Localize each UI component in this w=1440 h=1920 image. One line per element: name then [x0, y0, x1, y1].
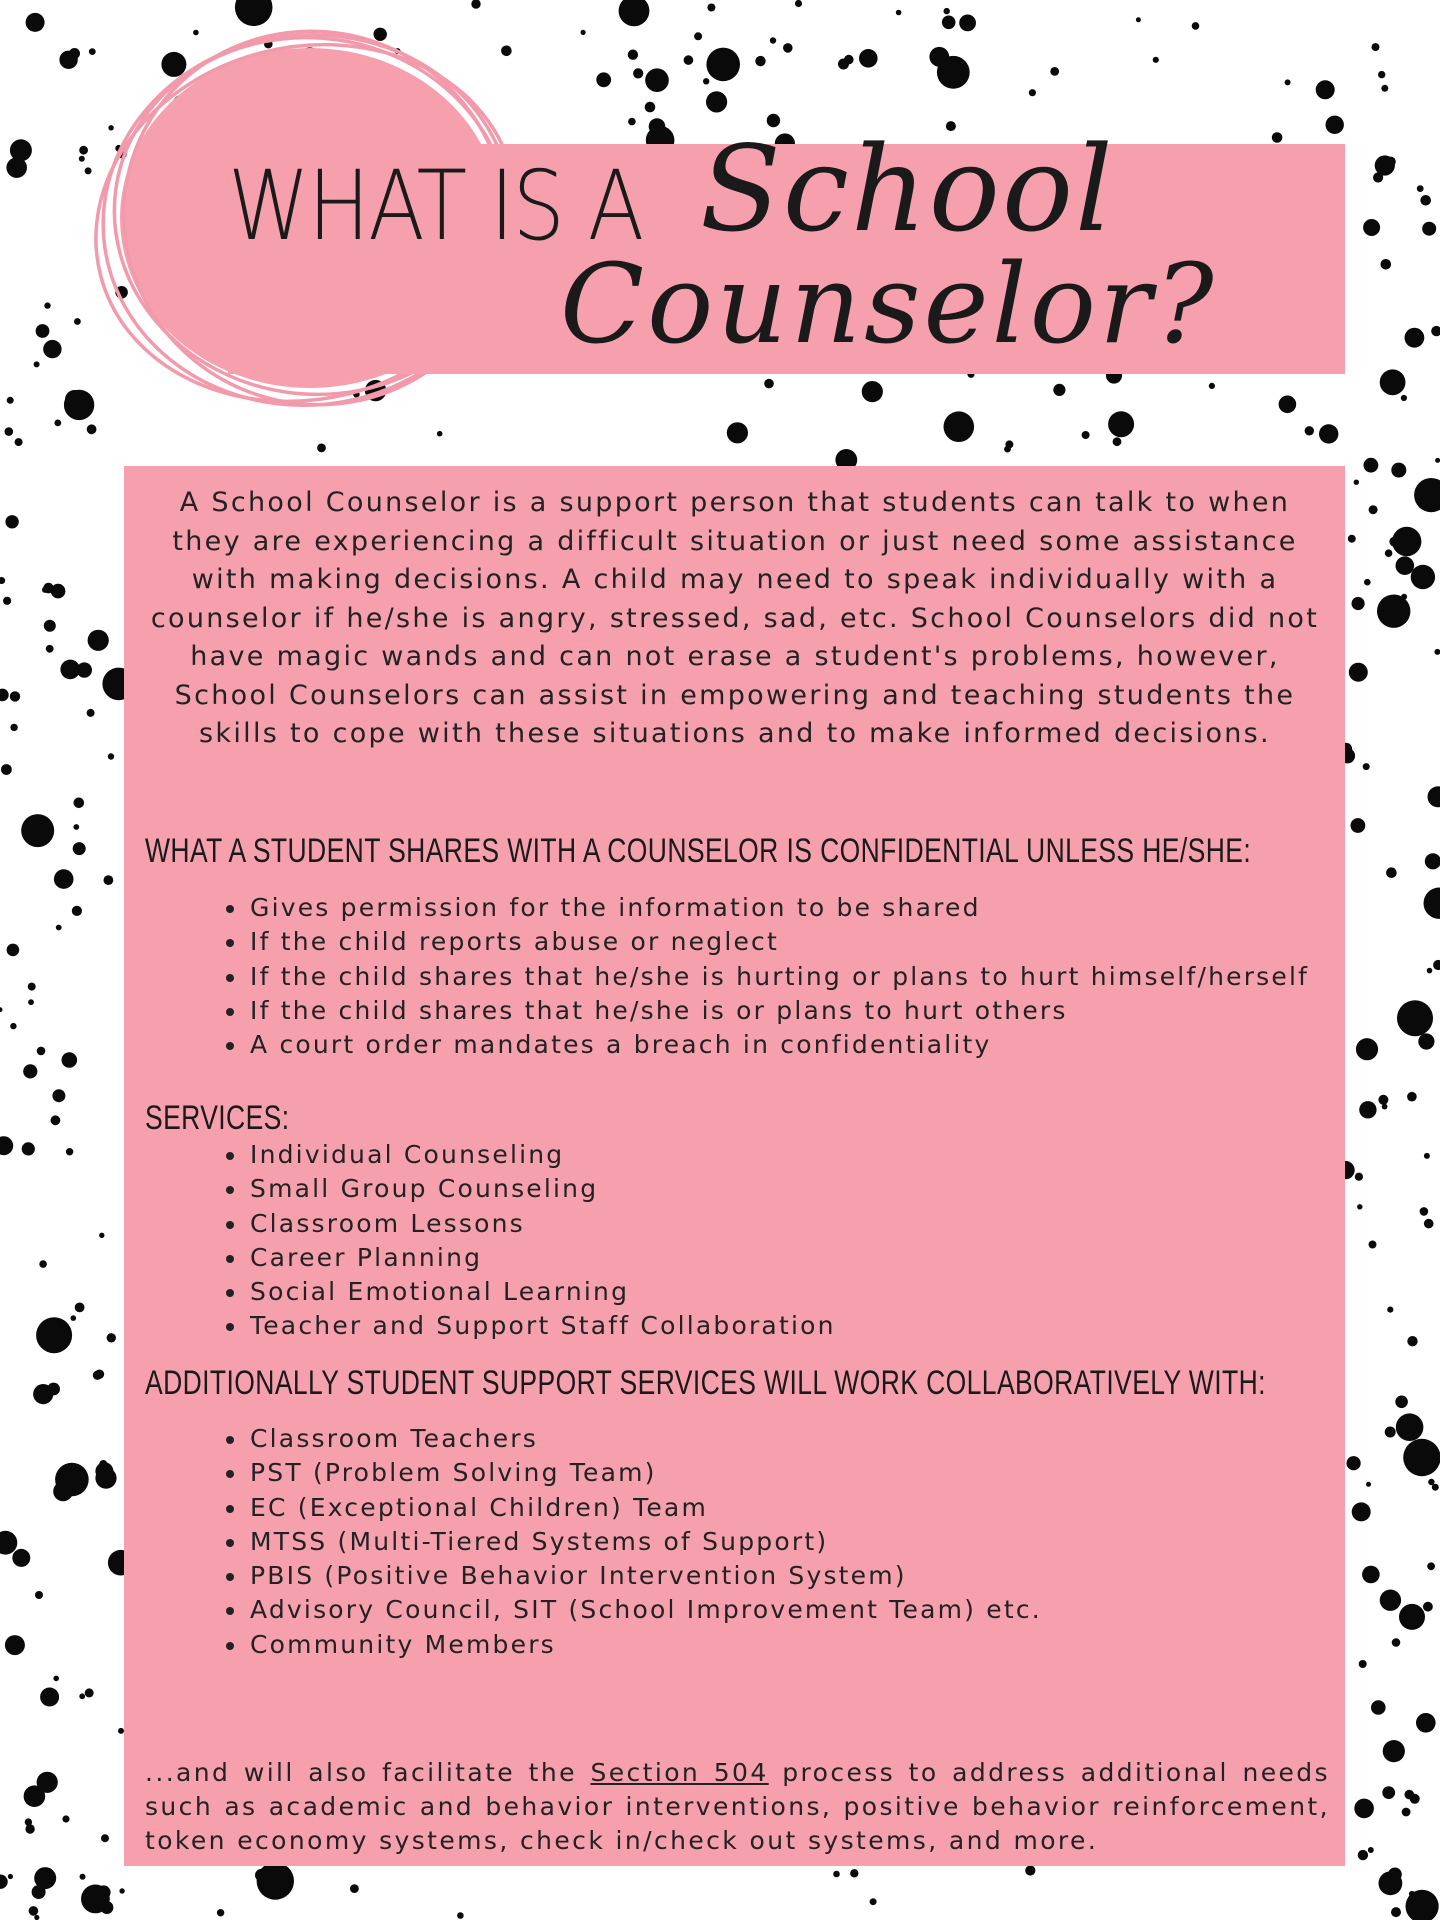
polka-dot	[1355, 1173, 1363, 1181]
polka-dot	[107, 1333, 116, 1342]
polka-dot	[1395, 1396, 1408, 1409]
polka-dot	[73, 824, 79, 830]
polka-dot	[99, 1233, 104, 1238]
polka-dot	[1319, 424, 1338, 443]
polka-dot	[1029, 89, 1036, 96]
polka-dot	[727, 422, 748, 443]
polka-dot	[1385, 1427, 1396, 1438]
polka-dot	[1305, 426, 1314, 435]
polka-dot	[52, 1089, 65, 1102]
polka-dot	[255, 1869, 268, 1882]
polka-dot	[40, 1688, 59, 1707]
polka-dot	[85, 1688, 94, 1697]
polka-dot	[1435, 458, 1440, 463]
polka-dot	[645, 68, 669, 92]
polka-dot	[1401, 395, 1407, 401]
polka-dot	[1357, 1204, 1362, 1209]
polka-dot	[54, 420, 61, 427]
polka-dot	[317, 444, 326, 453]
section-504-link[interactable]: Section 504	[590, 1758, 769, 1787]
polka-dot	[60, 660, 80, 680]
polka-dot	[56, 925, 62, 931]
polka-dot	[25, 1818, 32, 1825]
polka-dot	[1192, 22, 1200, 30]
polka-dot	[1411, 565, 1435, 589]
polka-dot	[870, 1898, 877, 1905]
polka-dot	[1387, 1307, 1393, 1313]
polka-dot	[1108, 411, 1134, 437]
polka-dot	[1433, 960, 1440, 970]
polka-dot	[1352, 1502, 1371, 1521]
polka-dot	[1431, 326, 1440, 336]
polka-dot	[1423, 1602, 1433, 1612]
intro-paragraph: A School Counselor is a support person that students can talk to when they are experiencing a difficult situation or just need some assistance with making decisions. A child may need to speak individually with a counselor if he/she is angry, stressed, sad, etc. School Counselors did not have magic wands and can not erase a student's problems, however, School Counselors can assist in empowering and teaching students the skills to cope with these situations and to make informed decisions.	[150, 487, 1320, 749]
polka-dot	[1025, 1865, 1035, 1875]
polka-dot	[101, 1834, 109, 1842]
polka-dot	[1354, 1799, 1374, 1819]
polka-dot	[1399, 1604, 1425, 1630]
polka-dot	[62, 1815, 69, 1822]
polka-dot	[1427, 968, 1433, 974]
polka-dot	[1369, 505, 1378, 514]
polka-dot	[1428, 786, 1440, 807]
list-item: If the child shares that he/she is hurting or plans to hurt himself/herself	[220, 960, 1309, 994]
list-item: If the child shares that he/she is or plans to hurt others	[220, 994, 1309, 1028]
polka-dot	[1420, 195, 1431, 206]
list-item: Community Members	[220, 1628, 1042, 1662]
polka-dot	[24, 1785, 46, 1807]
title-what-is-a: WHAT IS A	[228, 150, 643, 262]
polka-dot	[838, 59, 849, 70]
polka-dot	[1, 764, 12, 775]
polka-dot	[707, 4, 715, 12]
polka-dot	[1359, 1101, 1376, 1118]
polka-dot	[850, 1869, 858, 1877]
confidential-list	[220, 891, 1309, 1062]
polka-dot	[1349, 663, 1368, 682]
polka-dot	[5, 515, 18, 528]
polka-dot	[1386, 157, 1396, 167]
polka-dot	[87, 709, 95, 717]
polka-dot	[1405, 328, 1425, 348]
polka-dot	[1352, 597, 1365, 610]
polka-dot	[596, 72, 611, 87]
polka-dot	[1422, 222, 1436, 236]
polka-dot	[1153, 57, 1159, 63]
polka-dot	[1380, 369, 1406, 395]
polka-dot	[1407, 1092, 1417, 1102]
polka-dot	[34, 1867, 56, 1889]
polka-dot	[706, 48, 740, 82]
polka-dot	[35, 1591, 43, 1599]
list-item: PST (Problem Solving Team)	[220, 1456, 1042, 1490]
polka-dot	[0, 577, 5, 584]
polka-dot	[1113, 437, 1122, 446]
list-item: Career Planning	[220, 1241, 836, 1275]
polka-dot	[39, 1260, 47, 1268]
polka-dot	[1388, 1868, 1402, 1882]
polka-dot	[66, 1148, 73, 1155]
polka-dot	[26, 13, 45, 32]
polka-dot	[72, 906, 82, 916]
polka-dot	[79, 1693, 85, 1699]
collaboration-heading: ADDITIONALLY STUDENT SUPPORT SERVICES WILL WORK COLLABORATIVELY WITH:	[145, 1364, 1266, 1402]
polka-dot	[1347, 1456, 1361, 1470]
polka-dot	[10, 691, 20, 701]
list-item: EC (Exceptional Children) Team	[220, 1491, 1042, 1525]
polka-dot	[1414, 478, 1440, 512]
polka-dot	[1209, 383, 1215, 389]
polka-dot	[1391, 463, 1406, 478]
polka-dot	[5, 427, 14, 436]
polka-dot	[1364, 579, 1371, 586]
polka-dot	[21, 814, 54, 847]
polka-dot	[80, 1874, 86, 1880]
title-counselor: Counselor?	[560, 240, 1217, 368]
list-item: If the child reports abuse or neglect	[220, 925, 1309, 959]
polka-dot	[3, 597, 11, 605]
polka-dot	[0, 689, 9, 702]
polka-dot	[1392, 527, 1421, 556]
polka-dot	[1004, 446, 1011, 453]
polka-dot	[15, 438, 23, 446]
polka-dot	[34, 361, 40, 367]
polka-dot	[75, 1303, 85, 1313]
polka-dot	[87, 424, 97, 434]
polka-dot	[457, 1912, 464, 1919]
polka-dot	[703, 78, 709, 84]
polka-dot	[0, 1875, 8, 1889]
polka-dot	[7, 944, 20, 957]
polka-dot	[1396, 556, 1415, 575]
polka-dot	[95, 1462, 113, 1480]
polka-dot	[54, 869, 74, 889]
polka-dot	[55, 1463, 89, 1497]
polka-dot	[1272, 132, 1283, 143]
polka-dot	[471, 0, 480, 9]
polka-dot	[833, 1871, 840, 1878]
polka-dot	[33, 1384, 53, 1404]
polka-dot	[36, 324, 50, 338]
polka-dot	[88, 630, 109, 651]
list-item: Gives permission for the information to be shared	[220, 891, 1309, 925]
polka-dot	[1417, 185, 1424, 192]
list-item: Small Group Counseling	[220, 1172, 836, 1206]
polka-dot	[1363, 763, 1370, 770]
polka-dot	[1285, 79, 1291, 85]
polka-dot	[1385, 549, 1393, 557]
list-item: A court order mandates a breach in confidentiality	[220, 1028, 1309, 1062]
polka-dot	[770, 37, 776, 43]
polka-dot	[1403, 1439, 1440, 1476]
polka-dot	[944, 8, 950, 14]
polka-dot	[36, 1317, 72, 1353]
list-item: Individual Counseling	[220, 1138, 836, 1172]
polka-dot	[74, 798, 85, 809]
polka-dot	[1410, 1794, 1420, 1804]
polka-dot	[0, 1531, 17, 1555]
polka-dot	[619, 0, 650, 26]
polka-dot	[42, 587, 48, 593]
polka-dot	[34, 1915, 39, 1920]
polka-dot	[25, 1824, 34, 1833]
polka-dot	[694, 32, 702, 40]
polka-dot	[108, 753, 114, 759]
polka-dot	[217, 1909, 224, 1916]
polka-dot	[755, 56, 765, 66]
polka-dot	[6, 157, 27, 178]
polka-dot	[1428, 1479, 1434, 1485]
polka-dot	[1364, 458, 1379, 473]
polka-dot	[51, 1776, 57, 1782]
polka-dot	[1279, 396, 1297, 414]
polka-dot	[1407, 1336, 1417, 1346]
polka-dot	[628, 50, 638, 60]
polka-dot	[29, 1906, 39, 1916]
polka-dot	[944, 411, 975, 442]
closing-text-after: process to address additional needs such as academic and behavior interventions, positive behavior reinforcement, token economy systems, check in/check out systems, and more.	[145, 1758, 1330, 1855]
list-item: PBIS (Positive Behavior Intervention System)	[220, 1559, 1042, 1593]
polka-dot	[1316, 80, 1335, 99]
polka-dot	[1380, 1590, 1401, 1611]
polka-dot	[1381, 85, 1388, 92]
polka-dot	[1424, 1219, 1434, 1229]
polka-dot	[1391, 1907, 1401, 1917]
polka-dot	[942, 15, 956, 29]
polka-dot	[1348, 535, 1356, 543]
polka-dot	[1050, 67, 1059, 76]
polka-dot	[0, 1007, 3, 1012]
polka-dot	[1351, 818, 1366, 833]
polka-dot	[23, 1064, 37, 1078]
polka-dot	[1136, 17, 1141, 22]
polka-dot	[1420, 1207, 1429, 1216]
polka-dot	[28, 983, 36, 991]
polka-dot	[929, 47, 949, 67]
polka-dot	[71, 1315, 77, 1321]
list-item: Classroom Lessons	[220, 1207, 836, 1241]
list-item: Social Emotional Learning	[220, 1275, 836, 1309]
polka-dot	[783, 43, 793, 53]
list-item: Teacher and Support Staff Collaboration	[220, 1309, 836, 1343]
polka-dot	[1383, 1740, 1405, 1762]
polka-dot	[1424, 1153, 1430, 1159]
polka-dot	[1377, 595, 1410, 628]
services-list	[220, 1138, 836, 1344]
polka-dot	[1363, 219, 1380, 236]
polka-dot	[44, 620, 56, 632]
list-item: Advisory Council, SIT (School Improvement Team) etc.	[220, 1593, 1042, 1627]
polka-dot	[1424, 888, 1440, 919]
polka-dot	[104, 875, 114, 885]
polka-dot	[859, 49, 878, 68]
polka-dot	[44, 302, 50, 308]
polka-dot	[1397, 1000, 1433, 1036]
polka-dot	[51, 1115, 61, 1125]
polka-dot	[1082, 431, 1090, 439]
polka-dot	[1372, 43, 1380, 51]
polka-dot	[862, 381, 883, 402]
polka-dot	[43, 340, 61, 358]
polka-dot	[628, 118, 636, 126]
polka-dot	[37, 1047, 46, 1056]
polka-dot	[62, 1052, 78, 1068]
polka-dot	[1326, 116, 1344, 134]
polka-dot	[1381, 259, 1392, 270]
polka-dot	[959, 15, 976, 32]
polka-dot	[350, 1884, 359, 1893]
polka-dot	[1354, 480, 1359, 485]
confidential-heading: WHAT A STUDENT SHARES WITH A COUNSELOR IS CONFIDENTIAL UNLESS HE/SHE:	[145, 832, 1252, 870]
polka-dot	[8, 1874, 13, 1879]
polka-dot	[1396, 1413, 1424, 1441]
polka-dot	[10, 724, 17, 731]
closing-paragraph	[145, 1756, 1330, 1858]
polka-dot	[437, 431, 443, 437]
polka-dot	[1392, 1638, 1401, 1647]
polka-dot	[22, 1142, 35, 1155]
polka-dot	[100, 1901, 113, 1914]
polka-dot	[1369, 1241, 1377, 1249]
list-item: MTSS (Multi-Tiered Systems of Support)	[220, 1525, 1042, 1559]
polka-dot	[1434, 649, 1440, 655]
polka-dot	[764, 379, 774, 389]
polka-dot	[1362, 1566, 1380, 1584]
polka-dot	[1416, 1713, 1436, 1733]
polka-dot	[795, 0, 802, 7]
polka-dot	[0, 1136, 13, 1155]
polka-dot	[1418, 1033, 1434, 1049]
polka-dot	[28, 999, 34, 1005]
polka-dot	[1371, 1700, 1386, 1715]
collaboration-list	[220, 1422, 1042, 1662]
closing-text-before: ...and will also facilitate the	[145, 1758, 591, 1787]
polka-dot	[1386, 867, 1397, 878]
polka-dot	[1402, 1808, 1411, 1817]
polka-dot	[706, 91, 727, 112]
polka-dot	[119, 1888, 124, 1893]
polka-dot	[684, 55, 694, 65]
title-school: School	[700, 120, 1115, 258]
polka-dot	[1427, 1562, 1435, 1570]
polka-dot	[12, 1549, 30, 1567]
polka-dot	[7, 397, 14, 404]
polka-dot	[46, 645, 54, 653]
polka-dot	[1053, 384, 1065, 396]
polka-dot	[73, 842, 86, 855]
list-item: Classroom Teachers	[220, 1422, 1042, 1456]
polka-dot	[581, 30, 586, 35]
polka-dot	[896, 10, 902, 16]
polka-dot	[1356, 1038, 1378, 1060]
polka-dot	[1425, 853, 1440, 869]
polka-dot	[1368, 1847, 1374, 1853]
polka-dot	[633, 68, 643, 78]
polka-dot	[645, 102, 656, 113]
polka-dot	[240, 3, 245, 8]
polka-dot	[1366, 1482, 1371, 1487]
polka-dot	[95, 1370, 104, 1379]
polka-dot	[5, 1635, 25, 1655]
polka-dot	[1378, 1095, 1388, 1105]
polka-dot	[1358, 1850, 1368, 1860]
polka-dot	[10, 1023, 16, 1029]
polka-dot	[1382, 1786, 1395, 1799]
polka-dot	[1378, 71, 1385, 78]
services-heading: SERVICES:	[145, 1099, 290, 1137]
polka-dot	[1359, 1660, 1367, 1668]
polka-dot	[53, 1676, 59, 1682]
